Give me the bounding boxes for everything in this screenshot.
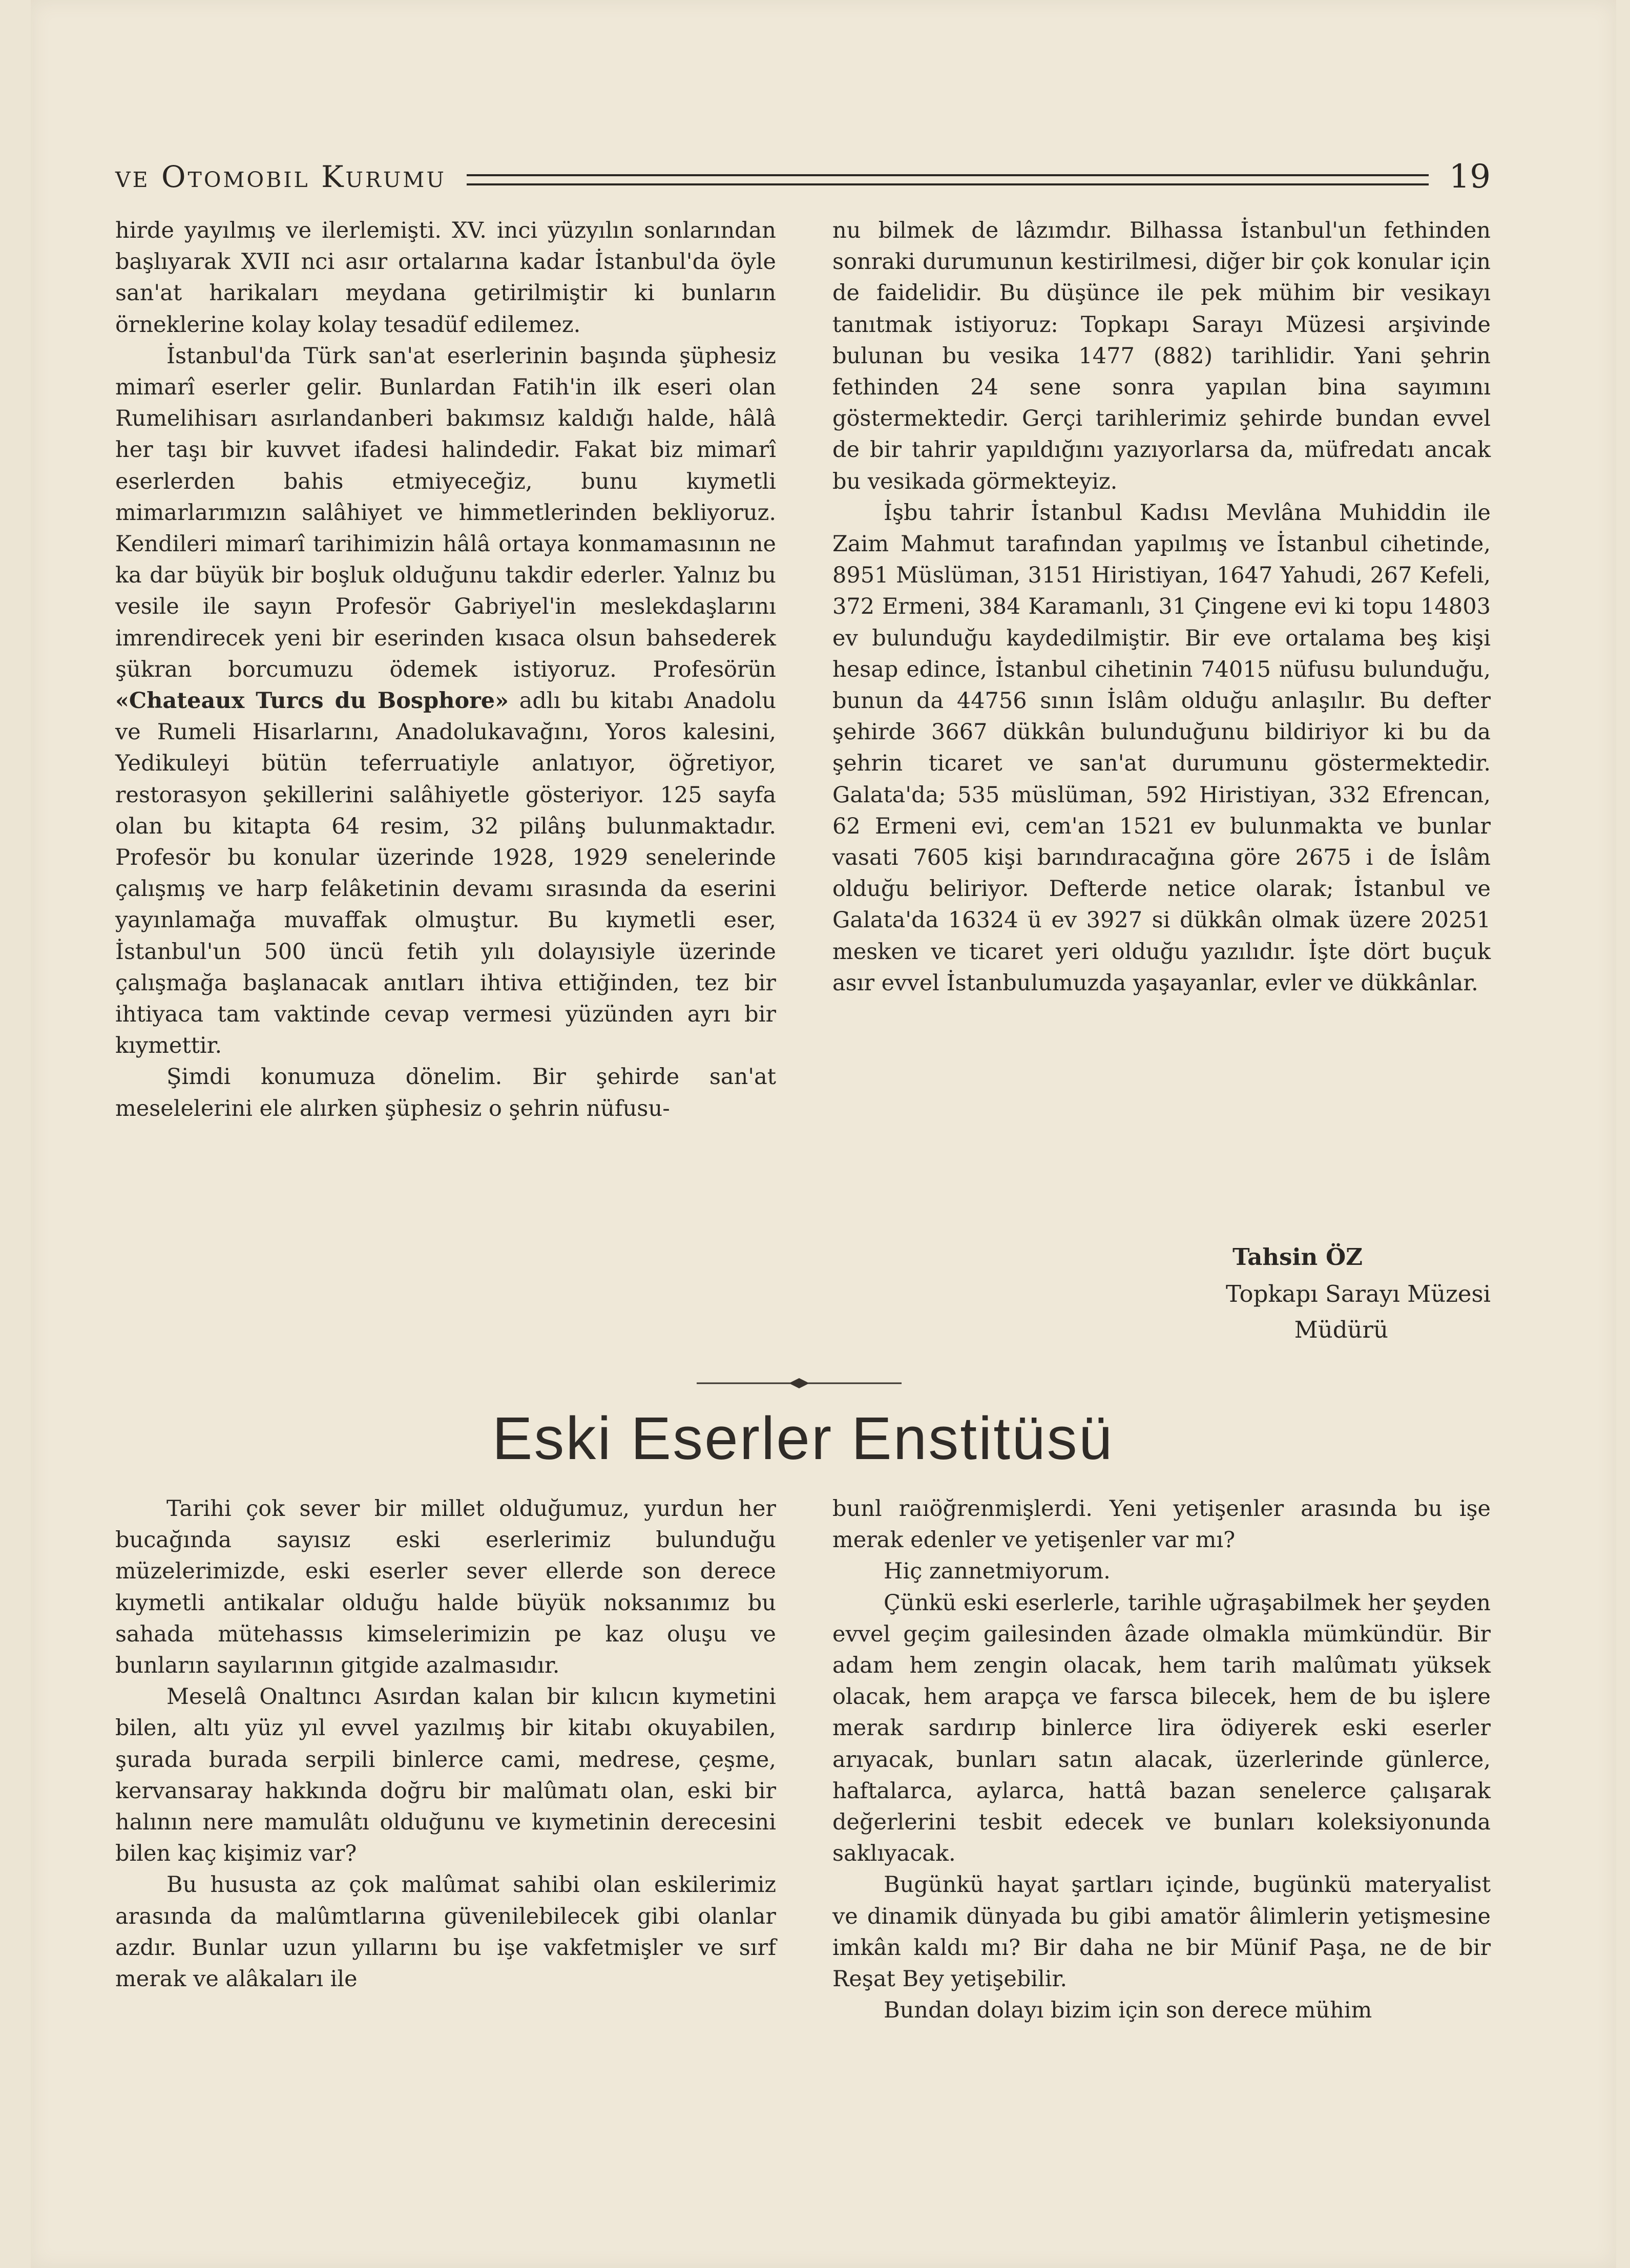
article-column-left-bottom xyxy=(115,1493,776,1995)
paragraph: hirde yayılmış ve ilerlemişti. XV. inci yüzyılın sonlarından başlıyarak XVII nci asır ortalarına kadar İstanbul'da öyle san'at harikaları meydana getirilmiştir ki bunların örneklerine kolay kolay tesadüf edilemez. xyxy=(115,218,776,338)
paragraph: bunl raıöğrenmişlerdi. Yeni yetişenler arasında bu işe merak edenler ve yetişenler var mı? xyxy=(832,1496,1491,1553)
paragraph: Şimdi konumuza dönelim. Bir şehirde san'at meselelerini ele alırken şüphesiz o şehrin nüfusu- xyxy=(115,1064,776,1121)
paragraph: Bundan dolayı bizim için son derece mühim xyxy=(884,1997,1372,2024)
paragraph xyxy=(115,341,776,1062)
article-column-right-top xyxy=(832,215,1491,999)
paragraph: Tarihi çok sever bir millet olduğumuz, yurdun her bucağında sayısız eski eserlerimiz bulunduğu müzelerimizde, eski eserler sever ellerde son derece kıymetli antikalar olduğu halde büyük noksanımız bu sahada mütehassıs kimselerimizin pe kaz oluşu ve bunların sayılarının gitgide azalmasıdır. xyxy=(115,1496,776,1679)
article-column-left-top xyxy=(115,215,776,1125)
section-title: Eski Eserler Enstitüsü xyxy=(492,1405,1114,1472)
book-title: «Chateaux Turcs du Bosphore» xyxy=(115,688,509,714)
paragraph: Bugünkü hayat şartları içinde, bugünkü materyalist ve dinamik dünyada bu gibi amatör âlimlerin yetişmesine imkân kaldı mı? Bir daha ne bir Münif Paşa, ne de bir Reşat Bey yetişebilir. xyxy=(832,1872,1491,1992)
author-affiliation: Topkapı Sarayı Müzesi xyxy=(1225,1280,1491,1307)
page-number: 19 xyxy=(1449,158,1491,196)
paragraph: Meselâ Onaltıncı Asırdan kalan bir kılıcın kıymetini bilen, altı yüz yıl evvel yazılmış bir kitabı okuyabilen, şurada burada serpili binlerce cami, medrese, çeşme, kervansaray hakkında doğru bir malûmatı olan, eski bir halının nere mamulâtı olduğunu ve kıymetinin derecesini bilen kaç kişimiz var? xyxy=(115,1684,776,1867)
paragraph: İşbu tahrir İstanbul Kadısı Mevlâna Muhiddin ile Zaim Mahmut tarafından yapılmış ve İstanbul cihetinde, 8951 Müslüman, 3151 Hiristiyan, 1647 Yahudi, 267 Kefeli, 372 Ermeni, 384 Karamanlı, 31 Çingene evi ki topu 14803 ev bulunduğu kaydedilmiştir. Bir eve ortalama beş kişi hesap edince, İstanbul cihetinin 74015 nüfusu bulunduğu, bunun da 44756 sının İslâm olduğu anlaşılır. Bu defter şehirde 3667 dükkân bulunduğunu bildiriyor ki bu da şehrin ticaret ve san'at durumunu göstermektedir. Galata'da; 535 müslüman, 592 Hiristiyan, 332 Efrencan, 62 Ermeni evi, cem'an 1521 ev bulunmakta ve bunlar vasati 7605 kişi barındıracağına göre 2675 i de İslâm olduğu beliriyor. Defterde netice olarak; İstanbul ve Galata'da 16324 ü ev 3927 si dükkân olmak üzere 20251 mesken ve ticaret yeri olduğu yazılıdır. İşte dört buçuk asır evvel İstanbulumuzda yaşayanlar, evler ve dükkânlar. xyxy=(832,500,1491,996)
page-header xyxy=(115,149,1491,205)
section-divider-ornament xyxy=(697,1376,902,1391)
header-rule xyxy=(467,174,1429,185)
paragraph: nu bilmek de lâzımdır. Bilhassa İstanbul'un fethinden sonraki durumunun kestirilmesi, diğer bir çok konular için de faidelidir. Bu düşünce ile pek mühim bir vesikayı tanıtmak istiyoruz: Topkapı Sarayı Müzesi arşivinde bulunan bu vesika 1477 (882) tarihlidir. Yani şehrin fethinden 24 sene sonra yapılan bina sayımını göstermektedir. Gerçi tarihlerimiz şehirde bundan evvel de bir tahrir yapıldığını yazıyorlarsa da, müfredatı ancak bu vesikada görmekteyiz. xyxy=(832,218,1491,494)
paragraph-text: İstanbul'da Türk san'at eserlerinin başında şüphesiz mimarî eserler gelir. Bunlardan Fatih'in ilk eseri olan Rumelihisarı asırlandanberi bakımsız kaldığı halde, hâlâ her taşı bir kuvvet ifadesi halindedir. Fakat biz mimarî eserlerden bahis etmiyeceğiz, bunu kıymetli mimarlarımızın salâhiyet ve himmetlerinden bekliyoruz. Kendileri mimarî tarihimizin hâlâ ortaya konmamasının ne ka dar büyük bir boşluk olduğunu takdir ederler. Yalnız bu vesile ile sayın Profesör Gabriyel'in meslekdaşlarını imrendirecek yeni bir eserinden kısaca olsun bahsederek şükran borcumuzu ödemek istiyoruz. Profesörün xyxy=(115,343,776,682)
article-column-right-bottom xyxy=(832,1493,1491,2026)
paragraph-text: adlı bu kitabı Anadolu ve Rumeli Hisarlarını, Anadolukavağını, Yoros kalesini, Yedikuleyi bütün teferruatiyle anlatıyor, öğretiyor, restorasyon şekillerini salâhiyetle gösteriyor. 125 sayfa olan bu kitapta 64 resim, 32 pilânş bulunmaktadır. Profesör bu konular üzerinde 1928, 1929 senelerinde çalışmış ve harp felâketinin devamı sırasında da eserini yayınlamağa muvaffak olmuştur. Bu kıymetli eser, İstanbul'un 500 üncü fetih yılı dolayısiyle üzerinde çalışmağa başlanacak anıtları ihtiva ettiğinden, tez bir ihtiyaca tam vaktinde cevap vermesi yüzünden ayrı bir kıymettir. xyxy=(115,688,777,1059)
paragraph: Hiç zannetmiyorum. xyxy=(884,1558,1111,1585)
author-name: Tahsin ÖZ xyxy=(1232,1243,1363,1271)
paragraph: Çünkü eski eserlerle, tarihle uğraşabilmek her şeyden evvel geçim gailesinden âzade olmakla mümkündür. Bir adam hem zengin olacak, hem tarih malûmatı yüksek olacak, hem arapça ve farsca bilecek, hem de bu işlere merak sardırıp binlerce lira ödiyerek eski eserler arıyacak, bunları satın alacak, üzerlerinde günlerce, haftalarca, aylarca, hattâ bazan senelerce çalışarak değerlerini tesbit edecek ve bunları koleksiyonunda saklıyacak. xyxy=(832,1590,1491,1867)
paragraph: Bu hususta az çok malûmat sahibi olan eskilerimiz arasında da malûmtlarına güvenilebilecek gibi olanlar azdır. Bunlar uzun yıllarını bu işe vakfetmişler ve sırf merak ve alâkaları ile xyxy=(115,1872,776,1992)
author-role: Müdürü xyxy=(1294,1316,1388,1343)
publication-title: ve Otomobil Kurumu xyxy=(115,159,446,194)
